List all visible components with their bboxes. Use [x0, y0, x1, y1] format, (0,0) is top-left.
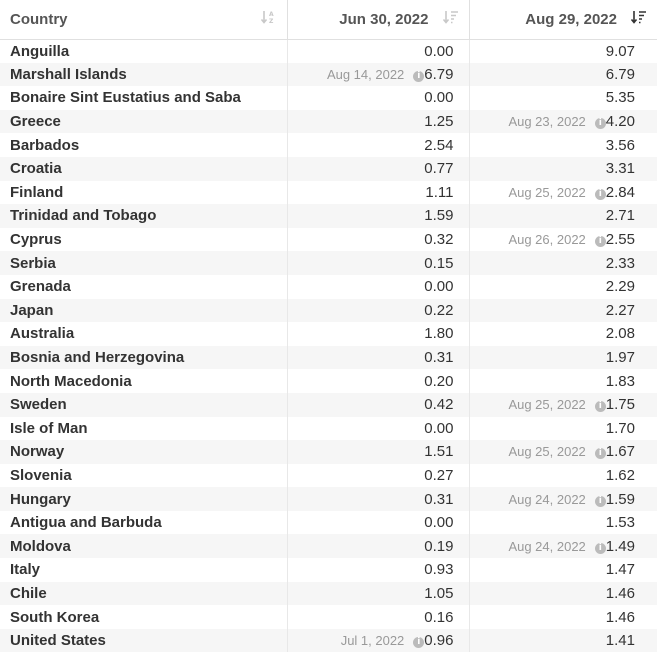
- value-cell: [287, 228, 469, 252]
- value-text: 0.96: [424, 632, 454, 650]
- value-text: 1.47: [605, 561, 635, 579]
- value-text: 1.75: [605, 396, 635, 414]
- table-row[interactable]: [0, 63, 657, 87]
- table-row[interactable]: [0, 322, 657, 346]
- value-cell: [287, 251, 469, 275]
- table-row[interactable]: [0, 133, 657, 157]
- value-cell: [469, 464, 657, 488]
- value-cell: [287, 440, 469, 464]
- date-note: Aug 25, 2022: [508, 444, 586, 460]
- country-cell: Cyprus: [0, 228, 287, 252]
- country-cell: Serbia: [0, 251, 287, 275]
- value-cell: [287, 63, 469, 87]
- value-cell: [469, 558, 657, 582]
- table-row[interactable]: [0, 181, 657, 205]
- country-cell: Moldova: [0, 534, 287, 558]
- date-note: Aug 14, 2022: [326, 66, 405, 82]
- value-text: 2.27: [605, 301, 635, 319]
- value-text: 1.53: [605, 514, 635, 532]
- value-cell: [287, 299, 469, 323]
- value-cell: [287, 511, 469, 535]
- value-cell: [287, 204, 469, 228]
- value-cell: [287, 393, 469, 417]
- table-row[interactable]: [0, 110, 657, 134]
- value-cell: [469, 346, 657, 370]
- table-row[interactable]: [0, 417, 657, 441]
- header-row: [0, 0, 657, 39]
- value-cell: [469, 582, 657, 606]
- date-note: Aug 24, 2022: [508, 538, 586, 554]
- value-cell: [287, 369, 469, 393]
- value-cell: [287, 181, 469, 205]
- value-text: 2.08: [605, 325, 635, 343]
- value-text: 0.00: [424, 89, 454, 107]
- date-note: Aug 26, 2022: [508, 232, 586, 248]
- country-cell: Anguilla: [0, 39, 287, 63]
- value-text: 1.67: [605, 443, 635, 461]
- value-cell: [287, 157, 469, 181]
- country-cell: Italy: [0, 558, 287, 582]
- country-cell: Chile: [0, 582, 287, 606]
- value-cell: [469, 204, 657, 228]
- value-cell: [469, 417, 657, 441]
- table-row[interactable]: [0, 393, 657, 417]
- value-text: 1.59: [424, 207, 454, 225]
- value-cell: [469, 157, 657, 181]
- value-text: 5.35: [605, 89, 635, 107]
- country-cell: North Macedonia: [0, 369, 287, 393]
- value-text: 1.51: [424, 443, 454, 461]
- country-cell: Grenada: [0, 275, 287, 299]
- table-row[interactable]: [0, 39, 657, 63]
- info-icon[interactable]: i: [595, 189, 606, 200]
- info-icon[interactable]: i: [595, 543, 606, 554]
- value-text: 2.33: [605, 254, 635, 272]
- value-text: 1.80: [424, 325, 454, 343]
- table-row[interactable]: [0, 275, 657, 299]
- table-row[interactable]: [0, 534, 657, 558]
- table-row[interactable]: [0, 440, 657, 464]
- value-cell: [469, 605, 657, 629]
- country-cell: Sweden: [0, 393, 287, 417]
- svg-text:Z: Z: [268, 18, 273, 25]
- country-cell: Japan: [0, 299, 287, 323]
- svg-text:A: A: [268, 11, 274, 19]
- value-text: 0.16: [424, 608, 454, 626]
- table-row[interactable]: [0, 157, 657, 181]
- value-text: 1.62: [605, 466, 635, 484]
- date-note: Aug 23, 2022: [508, 114, 586, 130]
- value-text: 3.31: [605, 160, 635, 178]
- value-cell: [287, 417, 469, 441]
- value-cell: [287, 487, 469, 511]
- date-note: Aug 25, 2022: [508, 184, 586, 200]
- value-cell: [287, 275, 469, 299]
- value-text: 0.42: [424, 396, 454, 414]
- country-cell: Isle of Man: [0, 417, 287, 441]
- value-text: 1.46: [605, 608, 635, 626]
- value-cell: [469, 275, 657, 299]
- table-row[interactable]: [0, 511, 657, 535]
- value-text: 0.00: [424, 419, 454, 437]
- country-cell: Hungary: [0, 487, 287, 511]
- value-cell: [469, 86, 657, 110]
- value-cell: [469, 133, 657, 157]
- table-row[interactable]: [0, 299, 657, 323]
- table-row[interactable]: [0, 558, 657, 582]
- value-cell: [287, 39, 469, 63]
- country-cell: Slovenia: [0, 464, 287, 488]
- value-text: 1.46: [605, 584, 635, 602]
- value-cell: [469, 39, 657, 63]
- country-cell: Bosnia and Herzegovina: [0, 346, 287, 370]
- sort-alpha-icon[interactable]: [261, 10, 277, 28]
- value-cell: [469, 63, 657, 87]
- value-cell: [469, 322, 657, 346]
- value-text: 4.20: [605, 113, 635, 131]
- info-icon[interactable]: i: [595, 401, 606, 412]
- value-text: 3.56: [605, 136, 635, 154]
- value-text: 0.32: [424, 231, 454, 249]
- country-cell: Norway: [0, 440, 287, 464]
- country-cell: South Korea: [0, 605, 287, 629]
- country-cell: Croatia: [0, 157, 287, 181]
- country-cell: Bonaire Sint Eustatius and Saba: [0, 86, 287, 110]
- info-icon[interactable]: i: [413, 637, 424, 648]
- value-cell: [469, 511, 657, 535]
- value-text: 1.11: [425, 183, 454, 201]
- country-cell: Barbados: [0, 133, 287, 157]
- value-cell: [469, 110, 657, 134]
- country-cell: Marshall Islands: [0, 63, 287, 87]
- value-cell: [469, 487, 657, 511]
- value-text: 1.70: [605, 419, 635, 437]
- value-text: 0.15: [424, 254, 454, 272]
- value-text: 6.79: [424, 65, 454, 83]
- table-row[interactable]: [0, 369, 657, 393]
- column-header-label: Country: [10, 10, 68, 28]
- value-cell: [287, 605, 469, 629]
- country-cell: Antigua and Barbuda: [0, 511, 287, 535]
- country-cell: United States: [0, 629, 287, 653]
- value-text: 2.54: [424, 136, 454, 154]
- value-text: 0.93: [424, 561, 454, 579]
- info-icon[interactable]: i: [413, 71, 424, 82]
- column-header-label: Jun 30, 2022: [339, 10, 429, 28]
- date-note: Aug 24, 2022: [508, 491, 586, 507]
- value-text: 1.97: [605, 349, 635, 367]
- table-row[interactable]: [0, 346, 657, 370]
- value-text: 6.79: [605, 65, 635, 83]
- country-cell: Australia: [0, 322, 287, 346]
- value-cell: [469, 228, 657, 252]
- table-row[interactable]: [0, 487, 657, 511]
- value-text: 0.00: [424, 42, 454, 60]
- table-row[interactable]: [0, 629, 657, 653]
- value-text: 1.05: [424, 584, 454, 602]
- table-row[interactable]: [0, 582, 657, 606]
- table-row[interactable]: [0, 204, 657, 228]
- table-row[interactable]: [0, 228, 657, 252]
- value-cell: [469, 181, 657, 205]
- value-cell: [469, 369, 657, 393]
- value-cell: [469, 393, 657, 417]
- value-text: 0.77: [424, 160, 454, 178]
- value-text: 0.20: [424, 372, 454, 390]
- value-text: 2.55: [605, 231, 635, 249]
- value-text: 0.22: [424, 301, 454, 319]
- value-cell: [469, 440, 657, 464]
- table-row[interactable]: [0, 86, 657, 110]
- value-cell: [287, 346, 469, 370]
- country-cell: Trinidad and Tobago: [0, 204, 287, 228]
- value-text: 1.49: [605, 537, 635, 555]
- value-text: 0.00: [424, 278, 454, 296]
- value-text: 1.25: [424, 113, 454, 131]
- value-text: 2.71: [605, 207, 635, 225]
- value-cell: [287, 534, 469, 558]
- value-cell: [469, 629, 657, 653]
- value-cell: [287, 558, 469, 582]
- info-icon[interactable]: i: [595, 448, 606, 459]
- country-cell: Finland: [0, 181, 287, 205]
- sort-desc-icon[interactable]: [443, 10, 459, 28]
- value-text: 0.00: [424, 514, 454, 532]
- value-cell: [287, 322, 469, 346]
- value-cell: [287, 464, 469, 488]
- table-row[interactable]: [0, 605, 657, 629]
- value-text: 0.27: [424, 466, 454, 484]
- info-icon[interactable]: i: [595, 118, 606, 129]
- value-cell: [469, 534, 657, 558]
- column-header-jun-30[interactable]: [287, 0, 469, 39]
- value-cell: [287, 629, 469, 653]
- table-body: [0, 39, 657, 652]
- date-note: Aug 25, 2022: [508, 397, 586, 413]
- value-cell: [287, 86, 469, 110]
- value-cell: [287, 582, 469, 606]
- column-header-label: Aug 29, 2022: [525, 10, 617, 28]
- value-cell: [287, 133, 469, 157]
- value-text: 9.07: [605, 42, 635, 60]
- column-header-aug-29[interactable]: [469, 0, 657, 39]
- value-text: 2.84: [605, 183, 635, 201]
- date-note: Jul 1, 2022: [340, 633, 405, 649]
- country-cell: Greece: [0, 110, 287, 134]
- table-row[interactable]: [0, 464, 657, 488]
- value-cell: [469, 299, 657, 323]
- value-text: 1.59: [605, 490, 635, 508]
- value-text: 0.19: [424, 537, 454, 555]
- info-icon[interactable]: i: [595, 236, 606, 247]
- value-text: 0.31: [424, 490, 454, 508]
- sort-desc-active-icon[interactable]: [631, 10, 647, 28]
- value-cell: [469, 251, 657, 275]
- column-header-country[interactable]: [0, 0, 287, 39]
- value-text: 2.29: [605, 278, 635, 296]
- value-text: 1.41: [605, 632, 635, 650]
- value-text: 0.31: [424, 349, 454, 367]
- info-icon[interactable]: i: [595, 496, 606, 507]
- value-cell: [287, 110, 469, 134]
- value-text: 1.83: [605, 372, 635, 390]
- table-row[interactable]: [0, 251, 657, 275]
